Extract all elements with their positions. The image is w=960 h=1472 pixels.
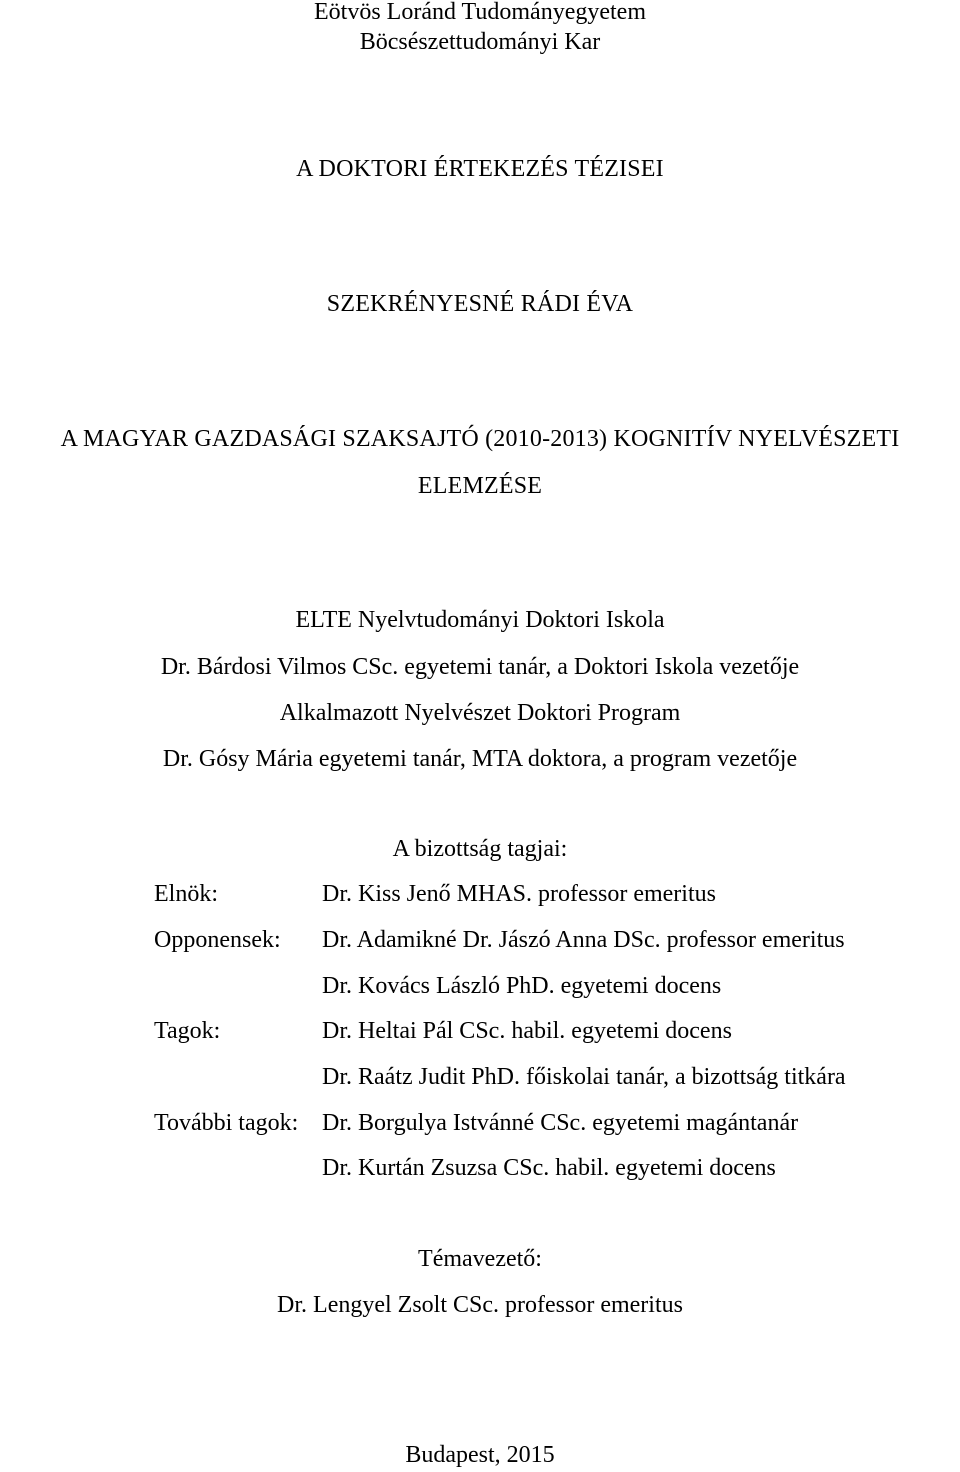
author-name: SZEKRÉNYESNÉ RÁDI ÉVA	[326, 291, 634, 317]
thesis-title-line-1: A MAGYAR GAZDASÁGI SZAKSAJTÓ (2010-2013) KOGNITÍV NYELVÉSZETI	[60, 426, 900, 452]
chair-name: Dr. Kiss Jenő MHAS. professor emeritus	[322, 881, 716, 907]
document-type: A DOKTORI ÉRTEKEZÉS TÉZISEI	[296, 156, 664, 182]
supervisor-label: Témavezető:	[418, 1246, 542, 1272]
faculty-name: Böcsészettudományi Kar	[359, 29, 601, 55]
doctoral-program-head: Dr. Gósy Mária egyetemi tanár, MTA doktora, a program vezetője	[162, 746, 798, 772]
doctoral-program: Alkalmazott Nyelvészet Doktori Program	[279, 700, 681, 726]
member-1: Dr. Heltai Pál CSc. habil. egyetemi docens	[322, 1018, 732, 1044]
committee-heading: A bizottság tagjai:	[392, 836, 568, 862]
doctoral-school-head: Dr. Bárdosi Vilmos CSc. egyetemi tanár, a Doktori Iskola vezetője	[160, 654, 800, 680]
opponent-1: Dr. Adamikné Dr. Jászó Anna DSc. professor emeritus	[322, 927, 845, 953]
member-2: Dr. Raátz Judit PhD. főiskolai tanár, a bizottság titkára	[322, 1064, 846, 1090]
additional-member-2: Dr. Kurtán Zsuzsa CSc. habil. egyetemi docens	[322, 1155, 776, 1181]
members-label: Tagok:	[154, 1018, 221, 1044]
thesis-title-line-2: ELEMZÉSE	[417, 473, 543, 499]
opponents-label: Opponensek:	[154, 927, 281, 953]
opponent-2: Dr. Kovács László PhD. egyetemi docens	[322, 973, 722, 999]
doctoral-school: ELTE Nyelvtudományi Doktori Iskola	[295, 607, 665, 633]
place-and-year: Budapest, 2015	[405, 1442, 555, 1468]
supervisor-name: Dr. Lengyel Zsolt CSc. professor emeritus	[277, 1292, 683, 1318]
university-name: Eötvös Loránd Tudományegyetem	[314, 0, 646, 25]
additional-member-1: Dr. Borgulya Istvánné CSc. egyetemi magántanár	[322, 1110, 799, 1136]
additional-members-label: További tagok:	[154, 1110, 299, 1136]
chair-label: Elnök:	[154, 881, 218, 907]
